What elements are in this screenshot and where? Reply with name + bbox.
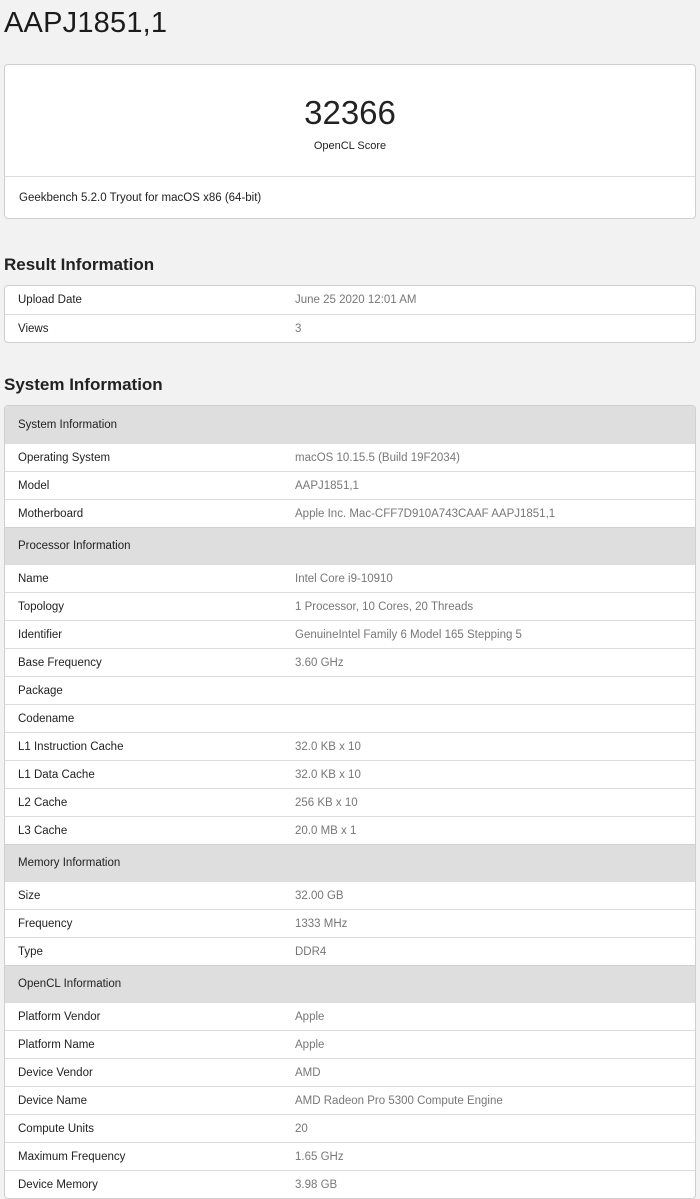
table-row [5,1002,695,1030]
score-value: 32366 [304,94,396,131]
table-row [5,1058,695,1086]
row-value: macOS 10.15.5 (Build 19F2034) [295,451,460,464]
row-key: Device Name [18,1094,88,1107]
row-key: Operating System [18,451,111,464]
row-key: L1 Data Cache [18,768,95,781]
row-value: 1.65 GHz [295,1150,344,1163]
section-header [5,844,695,881]
row-value: AAPJ1851,1 [295,479,359,492]
row-key: Upload Date [18,294,82,306]
row-value: 256 KB x 10 [295,796,358,809]
table-row [5,648,695,676]
row-value: 1333 MHz [295,917,348,930]
table-row [5,564,695,592]
table-row [5,704,695,732]
table-row [5,732,695,760]
section-header-label: OpenCL Information [18,978,122,990]
row-key: Codename [18,712,75,725]
row-key: Package [18,684,63,697]
row-key: Size [18,889,41,902]
row-value: June 25 2020 12:01 AM [295,294,417,306]
result-info-heading: Result Information [4,255,155,274]
row-value: Apple [295,1010,325,1023]
row-value: 20 [295,1122,308,1135]
table-row [5,760,695,788]
row-key: Model [18,479,50,492]
table-row [5,1142,695,1170]
system-info-heading: System Information [4,375,163,394]
row-value: 32.0 KB x 10 [295,740,361,753]
section-header-label: System Information [18,418,118,431]
row-value: Intel Core i9-10910 [295,572,393,585]
row-key: Device Memory [18,1178,98,1191]
divider [5,176,695,177]
table-row [5,937,695,965]
row-value: Apple Inc. Mac-CFF7D910A743CAAF AAPJ1851,1 [295,507,556,520]
table-row [5,443,695,471]
row-key: Platform Vendor [18,1010,101,1023]
row-value: 20.0 MB x 1 [295,824,357,837]
table-row [5,1086,695,1114]
table-row [5,499,695,527]
table-row [5,1030,695,1058]
row-value: GenuineIntel Family 6 Model 165 Stepping 5 [295,628,522,641]
row-value: AMD [295,1066,321,1079]
row-key: Identifier [18,628,63,641]
table-row [5,881,695,909]
section-header [5,406,695,443]
result-info-table [4,285,696,343]
row-key: Motherboard [18,507,84,520]
row-value: 1 Processor, 10 Cores, 20 Threads [295,600,474,613]
row-key: Base Frequency [18,656,102,669]
row-value: DDR4 [295,945,327,958]
row-value: 32.0 KB x 10 [295,768,361,781]
score-card [4,64,696,219]
row-key: Compute Units [18,1122,95,1135]
row-value: 32.00 GB [295,889,344,902]
table-row [5,676,695,704]
section-header-label: Processor Information [18,540,131,552]
row-key: L2 Cache [18,796,68,809]
section-header [5,527,695,564]
row-key: Frequency [18,917,73,930]
benchmark-version: Geekbench 5.2.0 Tryout for macOS x86 (64-bit) [19,192,262,204]
section-header [5,965,695,1002]
row-key: Platform Name [18,1038,95,1051]
row-key: Maximum Frequency [18,1150,126,1163]
section-header-label: Memory Information [18,857,121,869]
row-key: Type [18,945,43,958]
score-label: OpenCL Score [313,140,387,152]
row-key: Views [18,322,49,335]
table-row [5,816,695,844]
table-row [5,314,695,342]
table-row [5,909,695,937]
row-value: 3 [295,322,302,335]
table-row [5,592,695,620]
row-value: 3.98 GB [295,1178,338,1191]
table-row [5,286,695,314]
table-row [5,1170,695,1198]
table-row [5,471,695,499]
row-key: Name [18,572,49,585]
row-value: AMD Radeon Pro 5300 Compute Engine [295,1094,503,1107]
row-key: L1 Instruction Cache [18,740,124,753]
system-info-table [4,405,696,1199]
row-value: 3.60 GHz [295,656,344,669]
page-title: AAPJ1851,1 [4,7,168,39]
row-key: Topology [18,600,65,613]
table-row [5,620,695,648]
row-key: Device Vendor [18,1066,93,1079]
table-row [5,788,695,816]
row-key: L3 Cache [18,824,68,837]
row-value: Apple [295,1038,325,1051]
table-row [5,1114,695,1142]
